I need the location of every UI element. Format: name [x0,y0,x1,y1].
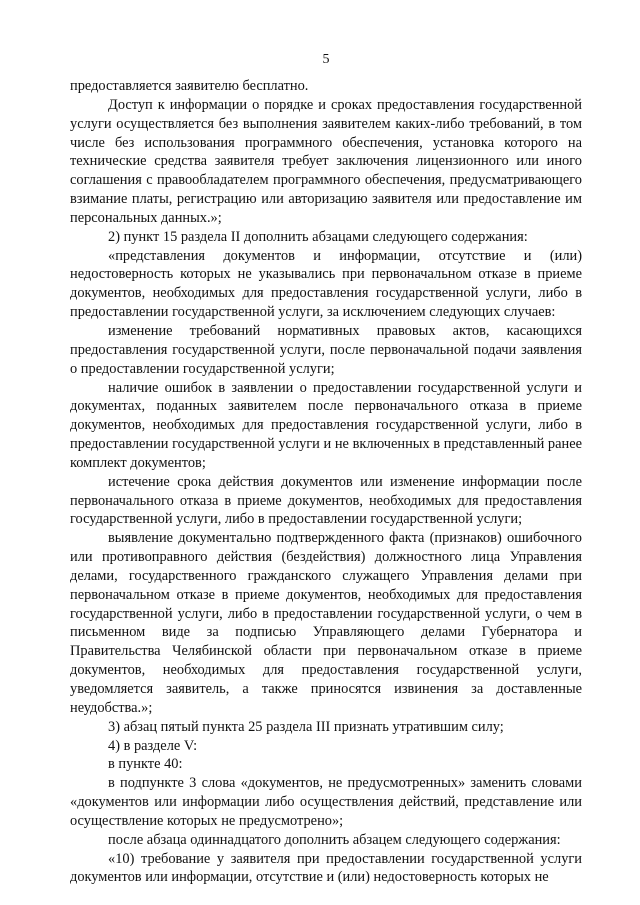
paragraph: предоставляется заявителю бесплатно. [70,78,309,94]
paragraph: в подпункте 3 слова «документов, не предусмотренных» заменить словами «документов или информации либо осуществления действий, представление или осуществление которых не предусмотрено»; [70,775,582,829]
page-number: 5 [322,52,330,67]
document-page [70,0,582,905]
paragraph: в пункте 40: [108,756,183,773]
paragraph: 3) абзац пятый пункта 25 раздела III признать утратившим силу; [108,718,504,735]
paragraph: 4) в разделе V: [108,737,198,754]
paragraph: наличие ошибок в заявлении о предоставлении государственной услуги и документах, поданных заявителем после первоначального отказа в приеме документов, необходимых для предоставления государственной услуги, либо в предоставлении государственной услуги и не включенных в представленный ранее комплект документов; [70,379,582,471]
paragraph: изменение требований нормативных правовых актов, касающихся предоставления государственной услуги, после первоначальной подачи заявления о предоставлении государственной услуги; [70,322,582,377]
paragraph: после абзаца одиннадцатого дополнить абзацем следующего содержания: [108,831,561,848]
paragraph: истечение срока действия документов или изменение информации после первоначального отказа в приеме документов, необходимых для предоставления государственной услуги, либо в предоставлении государственной услуги; [70,473,582,528]
document-body [70,77,582,887]
paragraph: «10) требование у заявителя при предоставлении государственной услуги документов или информации, отсутствие и (или) недостоверность которых не [70,850,582,886]
paragraph: «представления документов и информации, отсутствие и (или) недостоверность которых не указывались при первоначальном отказе в приеме документов, необходимых для предоставления государственной услуги, либо в предоставлении государственной услуги, за исключением следующих случаев: [70,247,582,321]
paragraph: выявление документально подтвержденного факта (признаков) ошибочного или противоправного действия (бездействия) должностного лица Управления делами, государственного гражданского служащего Управления делами при первоначальном отказе в приеме документов, необходимых для предоставления государственной услуги, либо в предоставлении государственной услуги, о чем в письменном виде за подписью Управляющего делами Губернатора и Правительства Челябинской области при первоначальном отказе в приеме документов, необходимых для предоставления государственной услуги, уведомляется заявитель, а также приносятся извинения за доставленные неудобства.»; [70,530,582,716]
paragraph: Доступ к информации о порядке и сроках предоставления государственной услуги осуществляется без выполнения заявителем каких-либо требований, в том числе без использования программного обеспечения, установка которого на технические средства заявителя требует заключения лицензионного или иного соглашения с правообладателем программного обеспечения, предусматривающего взимание платы, регистрацию или авторизацию заявителя или предоставление им персональных данных.»; [70,96,582,226]
paragraph: 2) пункт 15 раздела II дополнить абзацами следующего содержания: [108,228,528,245]
